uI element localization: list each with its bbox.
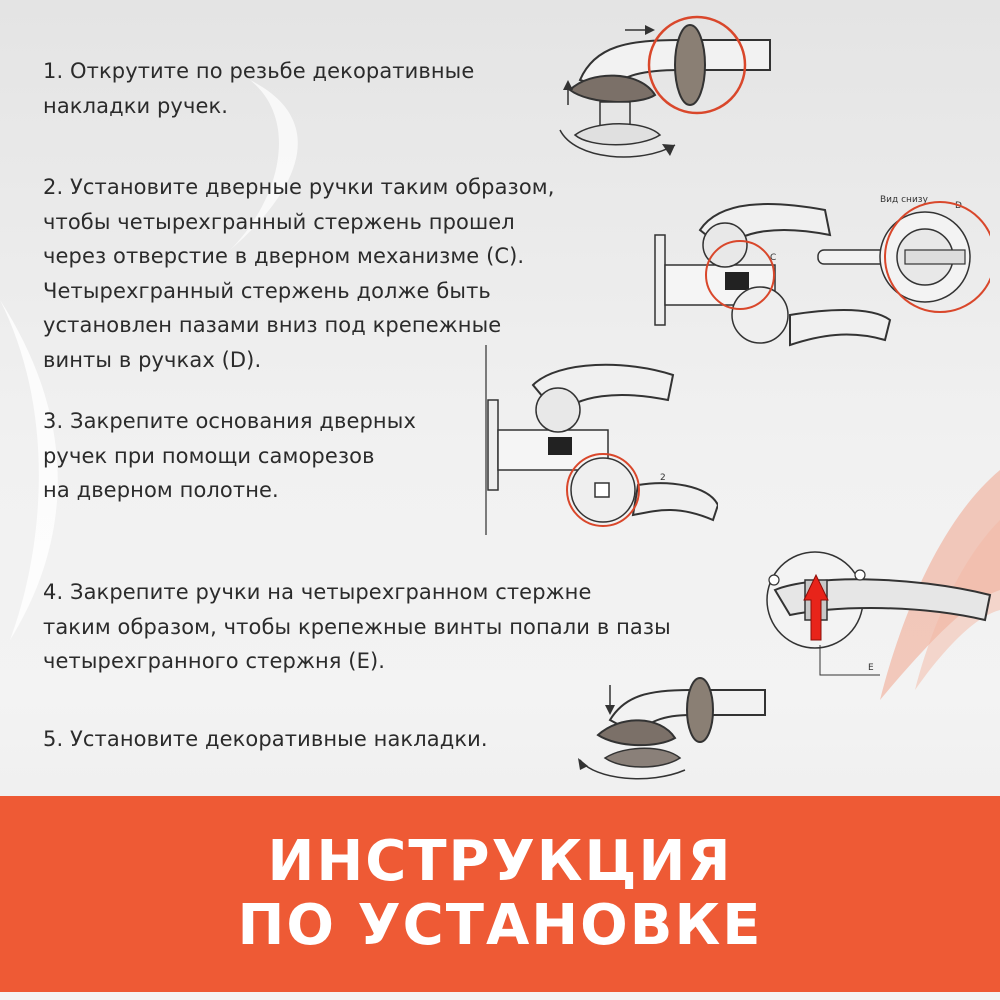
step-1-text: 1. Открутите по резьбе декоративные накладки ручек. [43,59,475,118]
illustration-step-4 [760,545,1000,685]
label-e: E [868,663,874,673]
step-2-text: 2. Установите дверные ручки таким образом, чтобы четырехгранный стержень прошел через отверстие в дверном механизме (С). Четырехгранный стержень долже быть установлен пазами вниз под крепежные винты в ручках (D). [43,175,555,372]
illustration-step-5 [570,670,780,790]
bottom-strip [0,992,1000,1000]
label-c: C [770,253,777,263]
illustration-step-1 [550,10,790,170]
label-d: D [955,201,962,211]
title-banner [0,796,1000,992]
label-two: 2 [660,473,666,483]
illustration-step-2 [650,180,990,365]
illustration-step-3 [478,345,718,535]
step-5-text: 5. Установите декоративные накладки. [43,727,488,751]
label-bottom-view: Вид снизу [880,195,928,205]
step-4-text: 4. Закрепите ручки на четырехгранном стержне таким образом, чтобы крепежные винты попали в пазы четырехгранного стержня (Е). [43,580,671,673]
step-3-text: 3. Закрепите основания дверных ручек при помощи саморезов на дверном полотне. [43,409,416,502]
banner-title-line-2: ПО УСТАНОВКЕ [237,893,763,958]
banner-title-line-1: ИНСТРУКЦИЯ [267,829,733,894]
